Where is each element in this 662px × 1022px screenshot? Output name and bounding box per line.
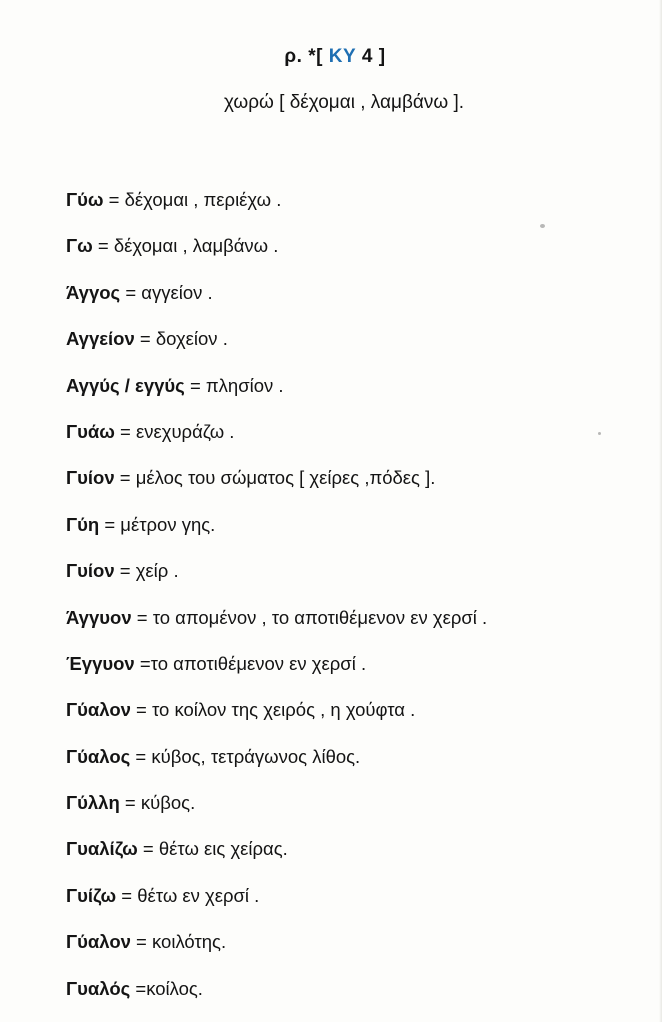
heading-code: ΚΥ: [328, 46, 357, 67]
glossary-entry: [66, 835, 646, 881]
entry-separator: =: [131, 606, 153, 628]
entry-term: Άγγυον: [66, 606, 132, 628]
entry-definition: το αποτιθέμενον εν χερσί .: [150, 652, 367, 674]
entry-separator: =: [184, 374, 206, 396]
glossary-entry: [66, 604, 646, 650]
entry-term: Γυίζω: [66, 884, 117, 906]
glossary-entry: [66, 928, 646, 974]
entry-separator: =: [134, 652, 151, 674]
entry-term: Γύω: [66, 189, 104, 210]
entry-term: Γύαλον: [66, 699, 131, 721]
entry-term: Αγγείον: [66, 328, 135, 350]
entry-term: Γυίον: [66, 560, 115, 582]
root-heading: [0, 46, 662, 68]
entry-term: Γυαλός: [66, 977, 131, 999]
entry-separator: =: [130, 977, 147, 999]
entry-definition: δέχομαι , περιέχω .: [124, 189, 282, 210]
entry-separator: =: [130, 745, 152, 767]
glossary-entry: [66, 696, 646, 742]
entry-definition: κοιλότης.: [152, 931, 227, 953]
entry-term: Γυίον: [66, 467, 115, 489]
entry-separator: =: [92, 235, 114, 257]
entry-definition: θέτω εν χερσί .: [137, 884, 260, 906]
entry-definition: θέτω εις χείρας.: [158, 838, 288, 860]
entry-separator: =: [114, 560, 136, 582]
glossary-entry: [66, 464, 646, 510]
heading-prefix: ρ. *[: [284, 46, 329, 67]
entry-definition: κύβος, τετράγωνος λίθος.: [151, 745, 361, 767]
entry-separator: =: [120, 281, 142, 303]
glossary-entry: [66, 743, 646, 789]
scan-speck: [540, 224, 545, 228]
entry-definition: μέτρον γης.: [120, 513, 216, 535]
entry-definition: το κοίλον της χειρός , η χούφτα .: [152, 699, 416, 721]
entry-term: Άγγος: [66, 281, 121, 303]
entry-separator: =: [114, 467, 136, 489]
glossary-entry: [66, 418, 646, 464]
glossary-entry: [66, 882, 646, 928]
glossary-entry: [66, 325, 646, 371]
entry-definition: μέλος του σώματος [ χείρες ,πόδες ].: [135, 467, 436, 489]
scan-speck: [598, 432, 601, 435]
entry-term: Γύλλη: [66, 792, 120, 814]
glossary-entry: [66, 650, 646, 696]
glossary-entry: [66, 975, 646, 1021]
glossary-entry: [66, 186, 646, 232]
entry-term: Γυαλίζω: [66, 838, 138, 860]
entry-definition: χείρ .: [135, 560, 179, 582]
entry-definition: αγγείον .: [141, 281, 213, 303]
entry-term: Γύαλον: [66, 931, 131, 953]
glossary-entry: [66, 279, 646, 325]
entry-separator: =: [103, 189, 125, 210]
entry-separator: =: [134, 328, 156, 350]
glossary-entry: [66, 789, 646, 835]
glossary-entry: [66, 232, 646, 278]
entry-separator: =: [130, 699, 153, 721]
entry-term: Γύαλος: [66, 745, 131, 767]
entry-definition: κοίλος.: [146, 977, 203, 999]
entry-separator: =: [116, 884, 138, 906]
entry-separator: =: [130, 931, 153, 953]
entry-term: Έγγυον: [66, 652, 135, 674]
entry-term: Αγγύς / εγγύς: [66, 374, 185, 396]
entry-separator: =: [119, 792, 141, 814]
glossary-list: [66, 186, 646, 1021]
entry-separator: =: [114, 420, 136, 442]
root-subtitle: χωρώ [ δέχομαι , λαμβάνω ].: [223, 92, 465, 113]
entry-definition: πλησίον .: [205, 374, 284, 396]
entry-definition: δέχομαι , λαμβάνω .: [113, 235, 279, 257]
entry-definition: δοχείον .: [155, 328, 228, 350]
entry-definition: το απομένον , το αποτιθέμενον εν χερσί .: [152, 606, 488, 628]
entry-term: Γυάω: [66, 420, 115, 442]
entry-separator: =: [99, 513, 121, 535]
heading-number: 4 ]: [356, 46, 386, 67]
glossary-entry: [66, 372, 646, 418]
glossary-entry: [66, 557, 646, 603]
glossary-entry: [66, 511, 646, 557]
entry-definition: ενεχυράζω .: [135, 420, 235, 442]
entry-separator: =: [137, 838, 159, 860]
entry-definition: κύβος.: [140, 792, 196, 814]
entry-term: Γω: [66, 235, 93, 257]
entry-term: Γύη: [66, 513, 100, 535]
